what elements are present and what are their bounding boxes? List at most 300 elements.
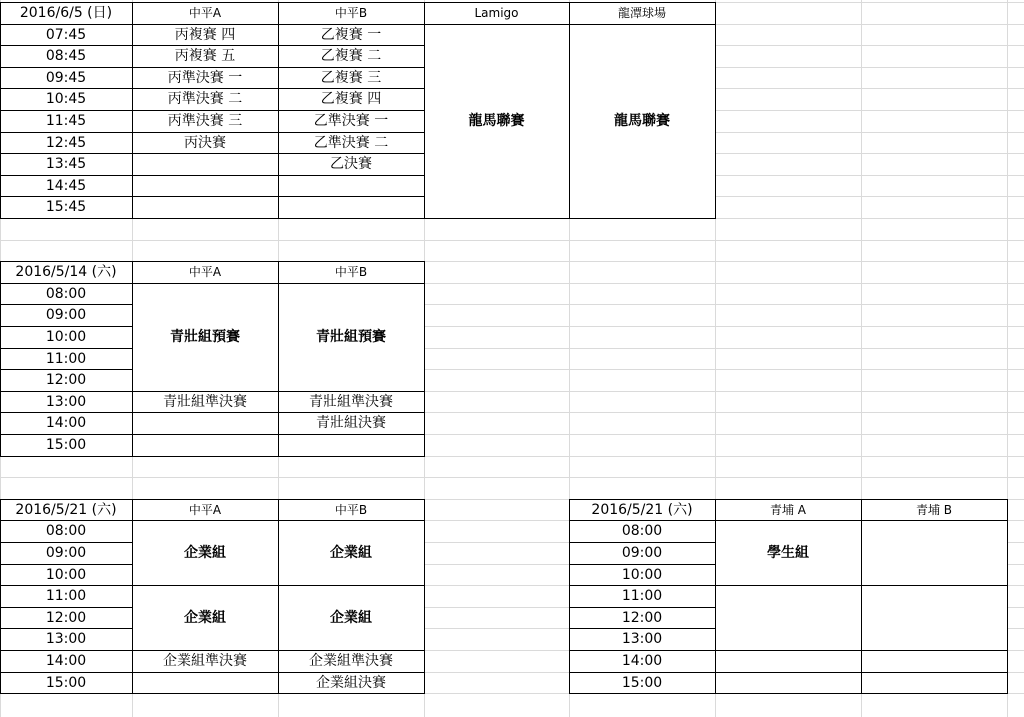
cell-border	[424, 434, 425, 457]
cell-border	[132, 132, 133, 154]
time-slot[interactable]: 15:45	[0, 196, 132, 218]
cell-border	[0, 650, 1, 673]
game-cell[interactable]	[861, 585, 1007, 650]
cell-border	[278, 67, 425, 68]
time-slot[interactable]: 11:45	[0, 110, 132, 132]
cell-border	[132, 153, 279, 154]
cell-border	[715, 585, 716, 651]
game-cell[interactable]	[715, 585, 861, 650]
game-cell[interactable]: 學生組	[715, 520, 861, 585]
cell-border	[132, 283, 133, 392]
game-cell[interactable]: 企業組	[278, 520, 424, 585]
cell-border	[424, 2, 570, 3]
cell-border	[424, 585, 425, 651]
cell-border	[132, 67, 133, 89]
cell-border	[278, 45, 279, 68]
cell-border	[569, 628, 570, 651]
cell-border	[0, 348, 1, 370]
cell-border	[1007, 520, 1008, 586]
cell-border	[424, 412, 425, 435]
game-cell[interactable]: 乙複賽 三	[278, 67, 424, 88]
cell-border	[861, 585, 1008, 586]
game-cell[interactable]: 乙複賽 四	[278, 88, 424, 110]
cell-border	[569, 520, 570, 543]
game-cell[interactable]: 龍馬聯賽	[424, 24, 569, 218]
cell-border	[132, 132, 279, 133]
venue-header[interactable]: 青埔 A	[715, 499, 861, 520]
cell-border	[569, 542, 570, 565]
cell-border	[0, 628, 1, 651]
cell-border	[0, 607, 133, 608]
cell-border	[715, 650, 716, 673]
cell-border	[132, 175, 133, 197]
cell-border	[0, 24, 133, 25]
cell-border	[132, 672, 279, 673]
cell-border	[278, 132, 425, 133]
cell-border	[132, 520, 133, 586]
cell-border	[132, 585, 279, 586]
cell-border	[569, 585, 716, 586]
cell-border	[0, 175, 1, 197]
cell-border	[0, 520, 133, 521]
cell-border	[278, 110, 425, 111]
cell-border	[715, 585, 862, 586]
cell-border	[278, 391, 425, 392]
cell-border	[0, 67, 1, 89]
cell-border	[0, 607, 1, 629]
cell-border	[0, 369, 1, 392]
game-cell[interactable]: 丙準決賽 一	[132, 67, 278, 88]
cell-border	[278, 45, 425, 46]
cell-border	[132, 2, 133, 25]
cell-border	[0, 175, 133, 176]
time-slot[interactable]: 14:00	[0, 412, 132, 434]
game-cell[interactable]: 企業組	[132, 520, 278, 585]
cell-border	[569, 564, 570, 586]
cell-border	[278, 693, 425, 694]
cell-border	[0, 499, 1, 521]
cell-border	[0, 88, 1, 111]
time-slot[interactable]: 15:00	[0, 672, 132, 693]
cell-border	[715, 520, 716, 586]
cell-border	[132, 153, 133, 176]
cell-border	[278, 672, 279, 694]
time-slot[interactable]: 12:00	[0, 369, 132, 391]
cell-border	[861, 693, 1008, 694]
venue-header[interactable]: 中平A	[132, 261, 278, 283]
cell-border	[132, 67, 279, 68]
cell-border	[569, 520, 716, 521]
cell-border	[0, 628, 133, 629]
cell-border	[0, 88, 133, 89]
cell-border	[278, 24, 279, 46]
cell-border	[278, 283, 425, 284]
game-cell[interactable]	[278, 175, 424, 196]
time-slot[interactable]: 13:45	[0, 153, 132, 175]
cell-border	[861, 499, 862, 521]
game-cell[interactable]	[132, 196, 278, 218]
time-slot[interactable]: 15:00	[0, 434, 132, 456]
game-cell[interactable]: 企業組	[278, 585, 424, 650]
cell-border	[569, 607, 570, 629]
cell-border	[0, 283, 133, 284]
cell-border	[278, 672, 425, 673]
cell-border	[132, 650, 279, 651]
time-slot[interactable]: 14:00	[0, 650, 132, 672]
game-cell[interactable]: 龍馬聯賽	[569, 24, 715, 218]
cell-border	[132, 434, 133, 457]
cell-border	[424, 499, 425, 521]
game-cell[interactable]: 丙準決賽 二	[132, 88, 278, 110]
cell-border	[132, 283, 279, 284]
cell-border	[278, 650, 279, 673]
cell-border	[0, 650, 133, 651]
cell-border	[569, 24, 570, 219]
game-cell[interactable]	[132, 412, 278, 434]
game-cell[interactable]: 青壯組準決賽	[132, 391, 278, 412]
schedule-date-header[interactable]: 2016/5/14 (六)	[0, 261, 132, 283]
cell-border	[278, 520, 279, 586]
game-cell[interactable]: 乙準決賽 一	[278, 110, 424, 132]
cell-border	[861, 672, 1008, 673]
cell-border	[278, 88, 279, 111]
time-slot[interactable]: 12:45	[0, 132, 132, 153]
cell-border	[0, 67, 133, 68]
cell-border	[1007, 499, 1008, 521]
cell-border	[132, 391, 279, 392]
time-slot[interactable]: 13:00	[569, 628, 715, 650]
cell-border	[715, 650, 862, 651]
time-slot[interactable]: 13:00	[0, 628, 132, 650]
cell-border	[132, 434, 279, 435]
time-slot[interactable]: 09:00	[0, 304, 132, 326]
game-cell[interactable]: 丙準決賽 三	[132, 110, 278, 132]
cell-border	[0, 369, 133, 370]
cell-border	[0, 45, 1, 68]
cell-border	[132, 520, 279, 521]
cell-border	[132, 412, 279, 413]
cell-border	[0, 2, 133, 3]
cell-border	[0, 499, 133, 500]
cell-border	[0, 693, 133, 694]
cell-border	[278, 88, 425, 89]
cell-border	[278, 175, 425, 176]
time-slot[interactable]: 12:00	[0, 607, 132, 628]
cell-border	[132, 218, 279, 219]
cell-border	[132, 261, 279, 262]
cell-border	[715, 499, 862, 500]
cell-border	[132, 499, 133, 521]
venue-header[interactable]: 中平B	[278, 499, 424, 520]
cell-border	[132, 650, 133, 673]
game-cell[interactable]	[715, 650, 861, 672]
game-cell[interactable]	[715, 672, 861, 693]
time-slot[interactable]: 11:00	[0, 585, 132, 607]
cell-border	[278, 585, 425, 586]
cell-border	[861, 520, 862, 586]
cell-border	[132, 196, 133, 219]
cell-border	[0, 110, 1, 133]
game-cell[interactable]	[132, 434, 278, 456]
cell-border	[0, 153, 1, 176]
time-slot[interactable]: 08:45	[0, 45, 132, 67]
schedule-date-header[interactable]: 2016/5/21 (六)	[0, 499, 132, 520]
cell-border	[132, 261, 133, 284]
cell-border	[715, 672, 716, 694]
cell-border	[132, 391, 133, 413]
cell-border	[132, 499, 279, 500]
time-slot[interactable]: 08:00	[0, 283, 132, 304]
game-cell[interactable]: 乙準決賽 二	[278, 132, 424, 153]
game-cell[interactable]	[861, 650, 1007, 672]
venue-header[interactable]: 青埔 B	[861, 499, 1007, 520]
cell-border	[0, 45, 133, 46]
cell-border	[278, 196, 425, 197]
venue-header[interactable]: Lamigo	[424, 2, 569, 24]
venue-header[interactable]: 中平A	[132, 499, 278, 520]
game-cell[interactable]	[861, 520, 1007, 585]
cell-border	[424, 218, 570, 219]
schedule-date-header[interactable]: 2016/5/21 (六)	[569, 499, 715, 520]
cell-border	[0, 153, 133, 154]
schedule-date-header[interactable]: 2016/6/5 (日)	[0, 2, 132, 24]
cell-border	[0, 542, 133, 543]
cell-border	[1007, 585, 1008, 651]
cell-border	[0, 326, 1, 349]
cell-border	[0, 132, 133, 133]
cell-border	[278, 434, 279, 457]
cell-border	[0, 456, 133, 457]
time-slot[interactable]: 08:00	[0, 520, 132, 542]
cell-border	[569, 542, 716, 543]
game-cell[interactable]	[132, 175, 278, 196]
cell-border	[132, 2, 279, 3]
cell-border	[278, 499, 425, 500]
cell-border	[569, 607, 716, 608]
cell-border	[278, 2, 279, 25]
game-cell[interactable]: 企業組準決賽	[278, 650, 424, 672]
cell-border	[0, 585, 133, 586]
cell-border	[132, 88, 279, 89]
cell-border	[569, 2, 570, 25]
cell-border	[278, 153, 279, 176]
cell-border	[278, 132, 279, 154]
cell-border	[861, 585, 862, 651]
cell-border	[0, 110, 133, 111]
game-cell[interactable]: 丙決賽	[132, 132, 278, 153]
cell-border	[132, 585, 133, 651]
cell-border	[0, 261, 1, 284]
game-cell[interactable]: 企業組決賽	[278, 672, 424, 693]
cell-border	[278, 261, 425, 262]
cell-border	[0, 520, 1, 543]
cell-border	[715, 693, 862, 694]
cell-border	[569, 628, 716, 629]
cell-border	[0, 326, 133, 327]
cell-border	[0, 304, 1, 327]
cell-border	[278, 520, 425, 521]
game-cell[interactable]: 乙決賽	[278, 153, 424, 175]
time-slot[interactable]: 10:45	[0, 88, 132, 110]
venue-header[interactable]: 龍潭球場	[569, 2, 715, 24]
cell-border	[569, 2, 716, 3]
cell-border	[0, 304, 133, 305]
cell-border	[424, 2, 425, 25]
time-slot[interactable]: 14:00	[569, 650, 715, 672]
cell-border	[569, 672, 570, 694]
cell-border	[132, 175, 279, 176]
venue-header[interactable]: 中平A	[132, 2, 278, 24]
cell-border	[278, 456, 425, 457]
cell-border	[1007, 672, 1008, 694]
game-cell[interactable]: 青壯組預賽	[278, 283, 424, 391]
cell-border	[715, 499, 716, 521]
time-slot[interactable]: 12:00	[569, 607, 715, 628]
time-slot[interactable]: 09:00	[569, 542, 715, 564]
cell-border	[1007, 650, 1008, 673]
game-cell[interactable]: 丙複賽 四	[132, 24, 278, 45]
game-cell[interactable]	[861, 672, 1007, 693]
cell-border	[0, 132, 1, 154]
game-cell[interactable]	[132, 672, 278, 693]
game-cell[interactable]: 企業組	[132, 585, 278, 650]
cell-border	[424, 650, 425, 673]
game-cell[interactable]: 青壯組準決賽	[278, 391, 424, 412]
time-slot[interactable]: 13:00	[0, 391, 132, 412]
cell-border	[715, 2, 716, 25]
cell-border	[132, 24, 133, 46]
cell-border	[715, 24, 716, 219]
cell-border	[132, 45, 133, 68]
cell-border	[861, 650, 862, 673]
time-slot[interactable]: 08:00	[569, 520, 715, 542]
time-slot[interactable]: 10:00	[0, 326, 132, 348]
cell-border	[861, 650, 1008, 651]
cell-border	[0, 391, 133, 392]
cell-border	[424, 24, 570, 25]
cell-border	[0, 434, 1, 457]
cell-border	[278, 110, 279, 133]
cell-border	[424, 24, 425, 219]
cell-border	[0, 261, 133, 262]
cell-border	[0, 564, 133, 565]
cell-border	[569, 672, 716, 673]
cell-border	[569, 24, 716, 25]
cell-border	[278, 391, 279, 413]
venue-header[interactable]: 中平B	[278, 261, 424, 283]
cell-border	[424, 391, 425, 413]
cell-border	[0, 585, 1, 608]
cell-border	[132, 45, 279, 46]
cell-border	[278, 585, 279, 651]
game-cell[interactable]: 乙複賽 一	[278, 24, 424, 45]
cell-border	[424, 283, 425, 392]
game-cell[interactable]	[132, 153, 278, 175]
game-cell[interactable]: 企業組準決賽	[132, 650, 278, 672]
game-cell[interactable]: 丙複賽 五	[132, 45, 278, 67]
cell-border	[278, 24, 425, 25]
cell-border	[424, 672, 425, 694]
cell-border	[278, 67, 279, 89]
cell-border	[278, 499, 279, 521]
cell-border	[278, 434, 425, 435]
cell-border	[0, 542, 1, 565]
time-slot[interactable]: 10:00	[0, 564, 132, 585]
cell-border	[569, 218, 716, 219]
time-slot[interactable]: 15:00	[569, 672, 715, 693]
cell-border	[0, 412, 133, 413]
time-slot[interactable]: 11:00	[569, 585, 715, 607]
gridline	[0, 477, 1024, 478]
cell-border	[569, 650, 570, 673]
cell-border	[278, 2, 425, 3]
time-slot[interactable]: 14:45	[0, 175, 132, 196]
cell-border	[715, 520, 862, 521]
cell-border	[278, 650, 425, 651]
time-slot[interactable]: 11:00	[0, 348, 132, 369]
cell-border	[0, 348, 133, 349]
cell-border	[132, 110, 133, 133]
time-slot[interactable]: 09:45	[0, 67, 132, 88]
cell-border	[0, 434, 133, 435]
cell-border	[0, 196, 1, 219]
cell-border	[278, 261, 279, 284]
cell-border	[0, 672, 133, 673]
cell-border	[278, 218, 425, 219]
game-cell[interactable]: 青壯組決賽	[278, 412, 424, 434]
cell-border	[861, 672, 862, 694]
cell-border	[0, 2, 1, 25]
time-slot[interactable]: 09:00	[0, 542, 132, 564]
cell-border	[132, 196, 279, 197]
cell-border	[278, 283, 279, 392]
cell-border	[424, 261, 425, 284]
cell-border	[132, 456, 279, 457]
cell-border	[278, 412, 425, 413]
game-cell[interactable]: 乙複賽 二	[278, 45, 424, 67]
cell-border	[278, 153, 425, 154]
cell-border	[0, 412, 1, 435]
time-slot[interactable]: 10:00	[569, 564, 715, 585]
cell-border	[132, 412, 133, 435]
cell-border	[132, 110, 279, 111]
gridline	[0, 240, 1024, 241]
venue-header[interactable]: 中平B	[278, 2, 424, 24]
cell-border	[569, 693, 716, 694]
game-cell[interactable]	[278, 196, 424, 218]
cell-border	[0, 672, 1, 694]
cell-border	[278, 175, 279, 197]
cell-border	[278, 412, 279, 435]
cell-border	[715, 672, 862, 673]
cell-border	[0, 564, 1, 586]
cell-border	[132, 693, 279, 694]
cell-border	[0, 196, 133, 197]
cell-border	[0, 218, 133, 219]
cell-border	[0, 391, 1, 413]
cell-border	[569, 499, 716, 500]
cell-border	[569, 564, 716, 565]
cell-border	[132, 88, 133, 111]
time-slot[interactable]: 07:45	[0, 24, 132, 45]
cell-border	[0, 283, 1, 305]
cell-border	[569, 650, 716, 651]
cell-border	[278, 196, 279, 219]
cell-border	[424, 520, 425, 586]
cell-border	[569, 585, 570, 608]
game-cell[interactable]: 青壯組預賽	[132, 283, 278, 391]
game-cell[interactable]	[278, 434, 424, 456]
